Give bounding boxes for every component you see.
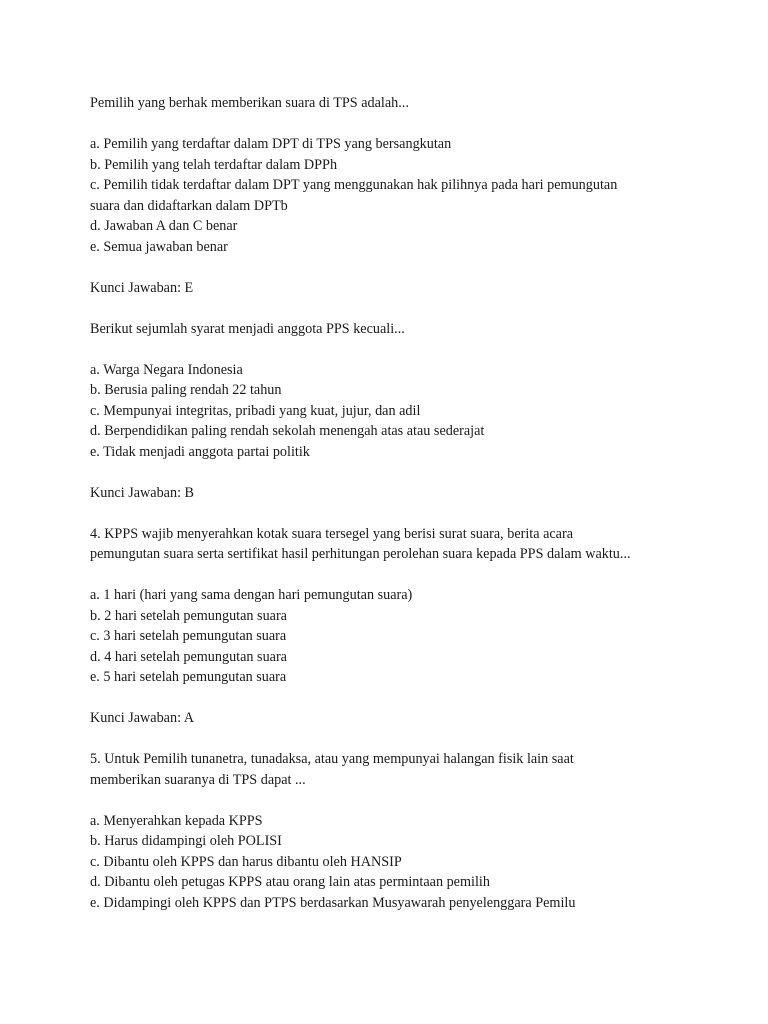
option-d: d. Dibantu oleh petugas KPPS atau orang lain atas permintaan pemilih [90, 874, 490, 890]
option-b: b. Pemilih yang telah terdaftar dalam DPPh [90, 156, 338, 173]
question-text: Berikut sejumlah syarat menjadi anggota PPS kecuali... [90, 320, 405, 337]
option-list [90, 585, 690, 688]
option-c: c. Pemilih tidak terdaftar dalam DPT yang menggunakan hak pilihnya pada hari pemungutan [90, 177, 618, 193]
question-text-continued: pemungutan suara serta sertifikat hasil perhitungan perolehan suara kepada PPS dalam waktu... [90, 546, 631, 562]
option-b: b. Harus didampingi oleh POLISI [90, 833, 282, 849]
option-e: e. Semua jawaban benar [90, 238, 228, 255]
question-block [90, 319, 690, 504]
option-c: c. Mempunyai integritas, pribadi yang kuat, jujur, dan adil [90, 402, 421, 419]
option-e: e. 5 hari setelah pemungutan suara [90, 669, 287, 685]
option-e: e. Didampingi oleh KPPS dan PTPS berdasarkan Musyawarah penyelenggara Pemilu [90, 894, 576, 911]
option-a: a. Menyerahkan kepada KPPS [90, 812, 263, 829]
question-block [90, 93, 690, 298]
option-b: b. 2 hari setelah pemungutan suara [90, 607, 287, 624]
question-text-continued: memberikan suaranya di TPS dapat ... [90, 771, 306, 788]
answer-key: Kunci Jawaban: B [90, 484, 195, 501]
answer-key: Kunci Jawaban: E [90, 279, 194, 296]
option-b: b. Berusia paling rendah 22 tahun [90, 382, 282, 398]
option-d: d. 4 hari setelah pemungutan suara [90, 648, 287, 665]
option-list [90, 811, 690, 914]
option-a: a. Pemilih yang terdaftar dalam DPT di TPS yang bersangkutan [90, 136, 452, 152]
option-c: c. 3 hari setelah pemungutan suara [90, 628, 287, 644]
option-e: e. Tidak menjadi anggota partai politik [90, 443, 310, 460]
question-block [90, 749, 690, 913]
option-c-continued: suara dan didaftarkan dalam DPTb [90, 197, 288, 214]
question-block [90, 524, 690, 729]
option-a: a. 1 hari (hari yang sama dengan hari pemungutan suara) [90, 587, 413, 603]
option-d: d. Jawaban A dan C benar [90, 218, 238, 234]
option-a: a. Warga Negara Indonesia [90, 361, 243, 378]
question-text: Pemilih yang berhak memberikan suara di TPS adalah... [90, 95, 409, 111]
option-list [90, 134, 690, 257]
option-d: d. Berpendidikan paling rendah sekolah menengah atas atau sederajat [90, 423, 485, 439]
question-text: 5. Untuk Pemilih tunanetra, tunadaksa, atau yang mempunyai halangan fisik lain saat [90, 751, 574, 767]
answer-key: Kunci Jawaban: A [90, 710, 195, 726]
document-page [90, 93, 690, 913]
option-list [90, 360, 690, 463]
option-c: c. Dibantu oleh KPPS dan harus dibantu oleh HANSIP [90, 853, 402, 870]
question-text: 4. KPPS wajib menyerahkan kotak suara tersegel yang berisi surat suara, berita acara [90, 525, 573, 542]
